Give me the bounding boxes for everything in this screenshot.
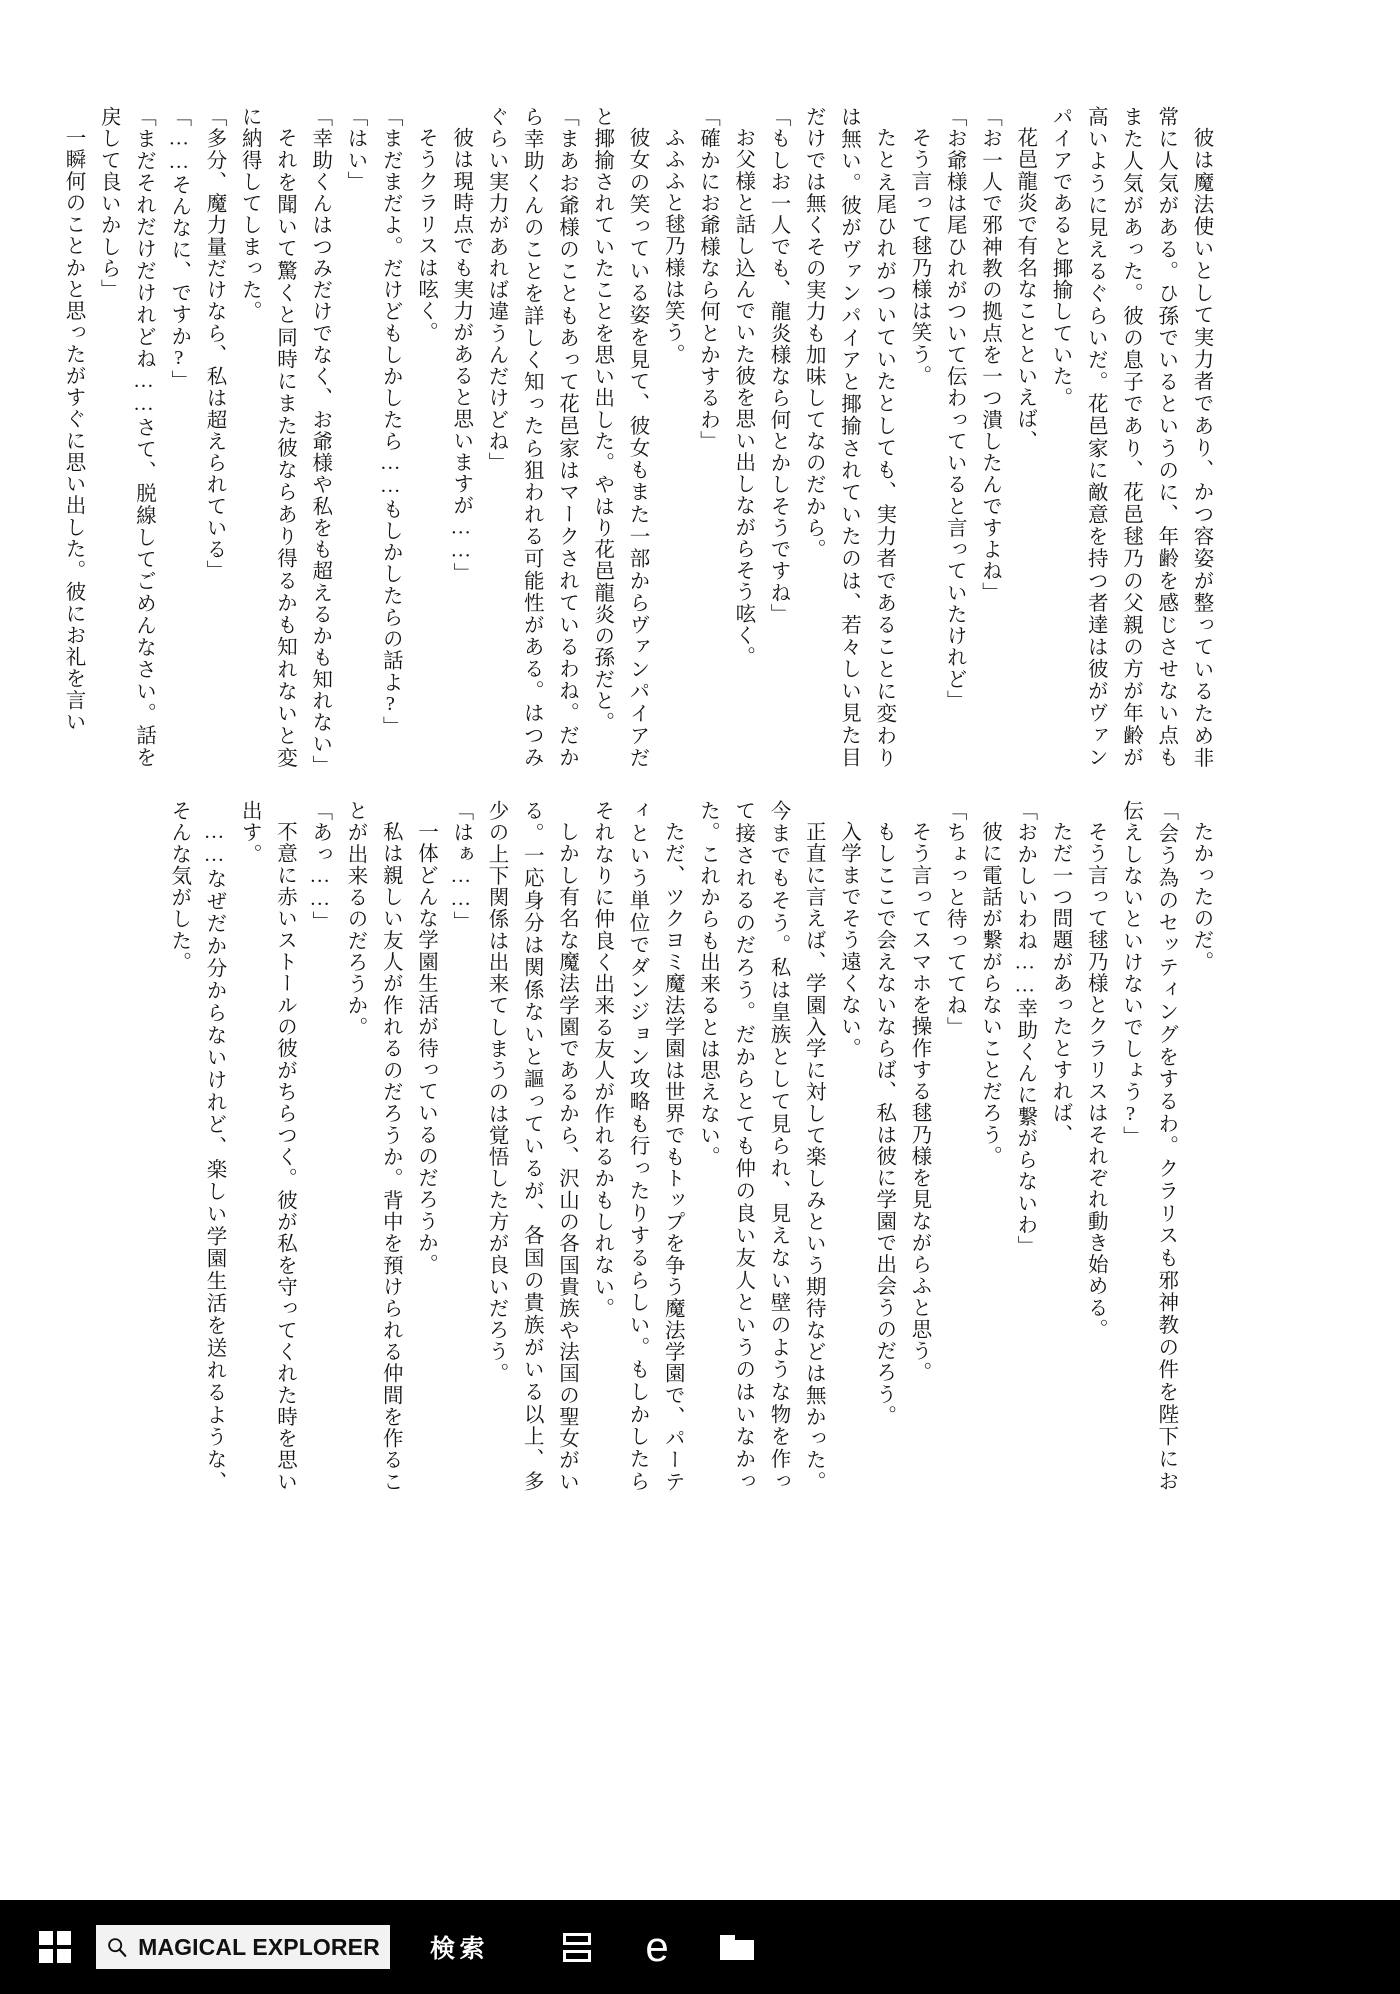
search-label: 検索 — [430, 1935, 490, 1963]
novel-lower-paragraph: 「会う為のセッティングをするわ。クラリスも邪神教の件を陛下にお伝えしないといけないでしょう?」 — [1119, 800, 1177, 1492]
novel-upper-paragraph: 彼は魔法使いとして実力者であり、かつ容姿が整っているため非常に人気がある。ひ孫でいるというのに、年齢を感じさせない点もまた人気があった。彼の息子であり、花邑毬乃の父親の方が年齢が高いように見えるぐらいだ。花邑家に敵意を持つ者達は彼がヴァンパイアであると揶揄していた。 — [1049, 106, 1212, 768]
novel-upper-paragraph: 「多分、魔力量だけなら、私は超えられている」 — [203, 106, 225, 582]
novel-lower-paragraph: 一体どんな学園生活が待っているのだろうか。 — [414, 820, 437, 1275]
novel-upper-paragraph: 「お爺様は尾ひれがついて伝わっていると言っていたけれど」 — [943, 106, 966, 712]
novel-lower-paragraph: 不意に赤いストールの彼がちらつく。彼が私を守ってくれた時を思い出す。 — [238, 800, 296, 1492]
novel-upper-paragraph: 「まだそれだけだけれどね……さて、脱線してごめんなさい。話を戻して良いかしら」 — [97, 106, 155, 768]
novel-upper-paragraph: そうクラリスは呟く。 — [414, 126, 437, 343]
novel-lower-paragraph: そう言って毬乃様とクラリスはそれぞれ動き始める。 — [1084, 820, 1107, 1340]
novel-upper-paragraph: そう言って毬乃様は笑う。 — [908, 126, 930, 387]
novel-lower-paragraph: 「あっ……」 — [308, 800, 331, 933]
windows-grid-icon — [39, 1931, 71, 1963]
novel-lower-paragraph: そう言ってスマホを操作する毬乃様を見ながらふと思う。 — [908, 820, 930, 1383]
novel-upper-paragraph: 一瞬何のことかと思ったがすぐに思い出した。彼にお礼を言い — [62, 126, 84, 733]
search-input[interactable] — [96, 1925, 390, 1969]
start-button[interactable] — [26, 1900, 84, 1994]
novel-upper-paragraph: 「まだまだよ。だけどもしかしたら……もしかしたらの話よ?」 — [379, 106, 402, 738]
novel-upper-paragraph: 「……そんなに、ですか?」 — [167, 106, 190, 392]
edge-icon: e — [645, 1923, 669, 1970]
novel-lower-paragraph: ただ、ツクヨミ魔法学園は世界でもトップを争う魔法学園で、パーティという単位でダンジョン攻略も行ったりするらしい。もしかしたらそれなりに仲良く出来る友人が作れるかもしれない。 — [590, 800, 684, 1492]
novel-lower-paragraph: もしここで会えないならば、私は彼に学園で出会うのだろう。 — [872, 820, 895, 1427]
novel-lower-paragraph: しかし有名な魔法学園であるから、沢山の各国貴族や法国の聖女がいる。一応身分は関係ないと謳っているが、各国の貴族がいる以上、多少の上下関係は出来てしまうのは覚悟した方が良いだろう。 — [485, 800, 578, 1492]
novel-lower-paragraph: 入学までそう遠くない。 — [837, 820, 860, 1059]
novel-lower-paragraph: 正直に言えば、学園入学に対して楽しみという期待などは無かった。今までもそう。私は皇族として見られ、見えない壁のような物を作って接されるのだろう。だからとても仲の良い友人というのはいなかった。これからも出来るとは思えない。 — [696, 800, 825, 1492]
novel-upper-paragraph: 彼女の笑っている姿を見て、彼女もまた一部からヴァンパイアだと揶揄されていたことを思い出した。やはり花邑龍炎の孫だと。 — [590, 106, 648, 768]
task-view-icon — [563, 1933, 591, 1962]
novel-lower-paragraph: 私は親しい友人が作れるのだろうか。背中を預けられる仲間を作ることが出来るのだろうか。 — [344, 800, 402, 1492]
novel-lower-paragraph: 「はぁ……」 — [449, 800, 472, 933]
novel-upper-paragraph: 「お一人で邪神教の拠点を一つ潰したんですよね」 — [978, 106, 1001, 604]
novel-lower-paragraph: ただ一つ問題があったとすれば、 — [1049, 820, 1071, 1145]
novel-upper-paragraph: 「もしお一人でも、龍炎様なら何とかしそうですね」 — [767, 106, 789, 626]
novel-lower-paragraph: 「おかしいわね……幸助くんに繋がらないわ」 — [1013, 800, 1036, 1258]
novel-upper-paragraph: ふふふと毬乃様は笑う。 — [661, 126, 684, 365]
novel-lower-paragraph: 彼に電話が繋がらないことだろう。 — [978, 820, 1001, 1167]
search-icon — [106, 1936, 128, 1958]
novel-upper-paragraph: 花邑龍炎で有名なことといえば、 — [1013, 126, 1036, 451]
edge-browser-button[interactable] — [635, 1900, 679, 1994]
file-explorer-button[interactable] — [713, 1900, 761, 1994]
novel-upper-paragraph: たとえ尾ひれがついていたとしても、実力者であることに変わりは無い。彼がヴァンパイアと揶揄されていたのは、若々しい見た目だけでは無くその実力も加味してなのだから。 — [802, 106, 895, 768]
novel-text-block-lower — [167, 800, 1218, 1492]
novel-upper-paragraph: それを聞いて驚くと同時にまた彼ならあり得るかも知れないと変に納得してしまった。 — [238, 106, 296, 768]
taskbar — [0, 1900, 1400, 1994]
novel-lower-paragraph: 「ちょっと待っててね」 — [943, 800, 966, 1038]
folder-icon — [720, 1935, 754, 1960]
novel-lower-paragraph: たかったのだ。 — [1190, 820, 1212, 972]
novel-upper-paragraph: 彼は現時点でも実力があると思いますが……」 — [449, 126, 472, 584]
novel-upper-paragraph: 「まあお爺様のこともあって花邑家はマークされているわね。だから幸助くんのことを詳しく知ったら狙われる可能性がある。はつみぐらい実力があれば違うんだけどね」 — [485, 106, 578, 768]
novel-upper-paragraph: お父様と話し込んでいた彼を思い出しながらそう呟く。 — [731, 126, 754, 668]
novel-upper-paragraph: 「確かにお爺様なら何とかするわ」 — [696, 106, 719, 453]
search-input-value: MAGICAL EXPLORER — [138, 1933, 380, 1960]
task-view-button[interactable] — [555, 1900, 599, 1994]
novel-lower-paragraph: ……なぜだか分からないけれど、楽しい学園生活を送れるような、そんな気がした。 — [167, 800, 225, 1492]
novel-text-block-upper — [62, 106, 1218, 777]
novel-upper-paragraph: 「幸助くんはつみだけでなく、お爺様や私をも超えるかも知れない」 — [308, 106, 331, 777]
novel-upper-paragraph: 「はい」 — [344, 106, 366, 193]
